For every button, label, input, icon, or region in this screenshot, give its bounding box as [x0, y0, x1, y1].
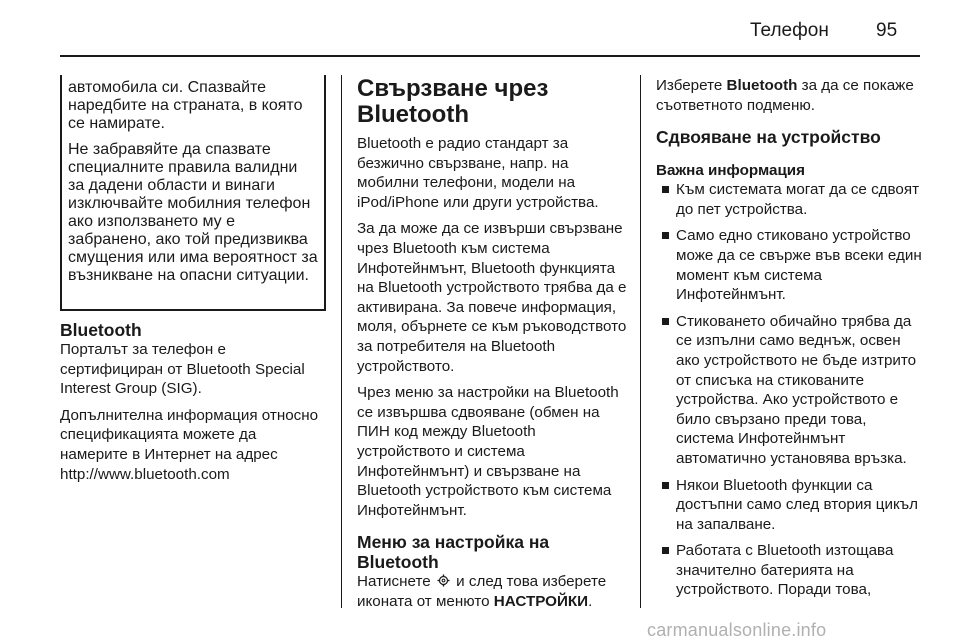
list-item: Работата с Bluetooth изтощава значително батерията на устройството. Поради това, — [656, 541, 924, 600]
note-paragraph: автомобила си. Спазвайте наредбите на страната, в която се намирате. — [68, 79, 303, 132]
pairing-heading: Сдвояване на устройство — [656, 127, 881, 148]
column-3 — [656, 76, 924, 607]
note-paragraph: Не забравяйте да спазвате специалните правила валидни за дадени области и винаги изключвайте мобилния телефон ако използването му е забранено, ако той предизвиква смущения или има вероятност за възникване на опасни ситуации. — [68, 141, 318, 284]
list-item: Към системата могат да се сдвоят до пет устройства. — [656, 180, 924, 219]
intro-after: за да се покаже съответното подменю. — [656, 77, 914, 114]
column-divider-left — [341, 75, 342, 608]
important-list — [656, 180, 924, 600]
main-heading: Свързване чрез Bluetooth — [357, 75, 549, 128]
menu-text-after: . — [588, 592, 593, 610]
list-item: Някои Bluetooth функции са достъпни само след втория цикъл на запалване. — [656, 476, 924, 535]
menu-settings-label: НАСТРОЙКИ — [493, 592, 589, 610]
body-paragraph: Bluetooth е радио стандарт за безжично свързване, напр. на мобилни телефони, модели на iPod/iPhone или други устройства. — [357, 135, 599, 211]
page-number: 95 — [876, 20, 898, 41]
list-item: Стиковането обичайно трябва да се изпълни само веднъж, освен ако устройството не бъде изтрито от списъка на стикованите устройства. Ако устройството е било свързано преди това, система Инфотейнмънт автоматично установява връзка. — [656, 312, 924, 469]
column-divider-right — [640, 75, 641, 608]
bluetooth-info-section — [60, 320, 326, 491]
bluetooth-paragraph: Допълнителна информация относно спецификацията можете да намерите в Интернет на адрес http://www.bluetooth.com — [60, 406, 319, 483]
page-section-title: Телефон — [750, 20, 829, 41]
intro-paragraph — [656, 76, 924, 115]
intro-bluetooth-label: Bluetooth — [726, 77, 798, 94]
important-heading: Важна информация — [656, 162, 805, 180]
bluetooth-heading: Bluetooth — [60, 320, 142, 340]
header-divider — [60, 55, 920, 57]
safety-note-box — [60, 75, 326, 311]
menu-heading: Меню за настройка на Bluetooth — [357, 532, 550, 573]
column-2 — [357, 76, 631, 618]
watermark: carmanualsonline.info — [647, 620, 827, 640]
settings-gear-icon — [437, 573, 450, 586]
menu-text-before: Натиснете — [357, 573, 431, 591]
bluetooth-paragraph: Порталът за телефон е сертифициран от Bluetooth Special Interest Group (SIG). — [60, 341, 305, 398]
list-item: Само едно стиковано устройство може да се свърже във всеки един момент към система Инфотейнмънт. — [656, 226, 924, 304]
menu-paragraph — [357, 572, 631, 611]
body-paragraph: За да може да се извърши свързване чрез Bluetooth към система Инфотейнмънт, Bluetooth функцията на Bluetooth устройството трябва да е активирана. За повече информация, моля, обърнете се към ръководството за потребителя на Bluetooth устройството. — [357, 220, 627, 375]
body-paragraph: Чрез меню за настройки на Bluetooth се извършва сдвояване (обмен на ПИН код между Bluetooth устройството и система Инфотейнмънт) и свързване на Bluetooth устройството към система Инфотейнмънт. — [357, 384, 619, 519]
menu-text-middle: и след това изберете иконата от менюто — [357, 573, 607, 610]
intro-before: Изберете — [656, 77, 723, 94]
